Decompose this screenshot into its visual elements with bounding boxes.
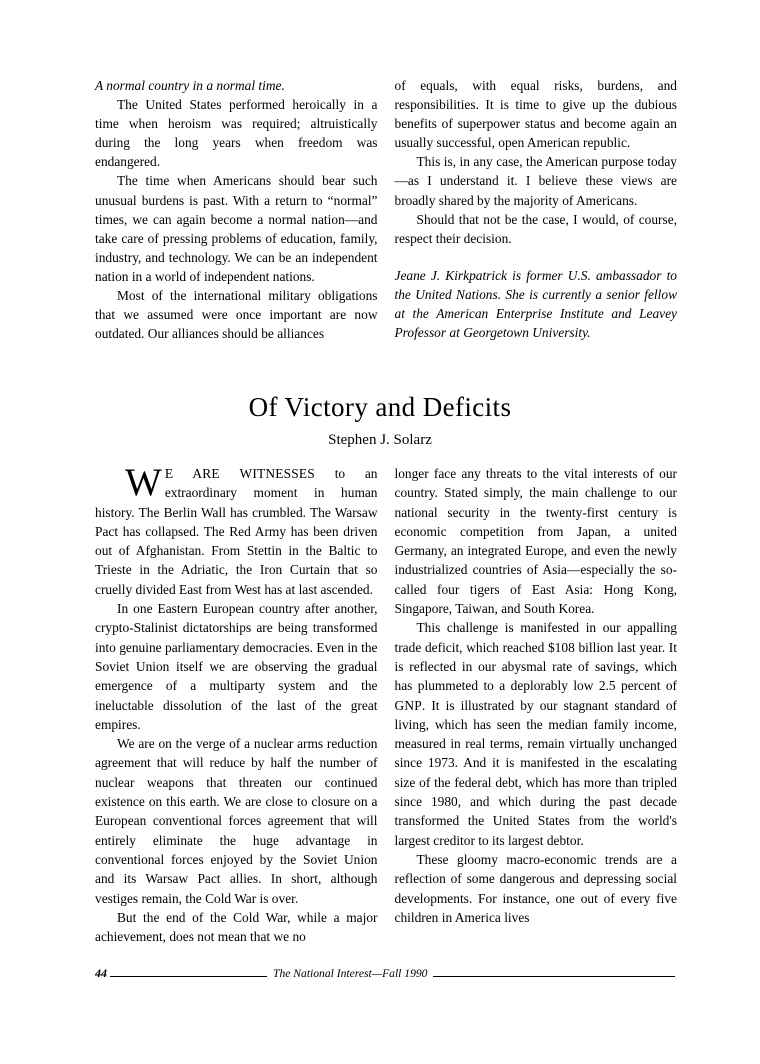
paragraph xyxy=(395,618,678,850)
top-article-columns xyxy=(95,76,677,343)
paragraph: Most of the international military obligations that we assumed were once important are now outdated. Our alliances should be alliances xyxy=(95,288,378,342)
italic-lead-line: A normal country in a normal time. xyxy=(95,78,285,93)
author-bio: Jeane J. Kirkpatrick is former U.S. ambassador to the United Nations. She is currently a senior fellow at the American Enterprise Institute and Leavey Professor at Georgetown University. xyxy=(394,267,677,341)
paragraph: In one Eastern European country after another, crypto-Stalinist dictatorships are being transformed into genuine parliamentary democracies. Even in the Soviet Union itself we are observing the gradual emergence of a multiparty system and the ineluctable dissolution of the last of the great empires. xyxy=(95,601,378,732)
paragraph: But the end of the Cold War, while a major achievement, does not mean that we no xyxy=(95,909,378,945)
drop-cap-letter: W xyxy=(125,461,162,504)
opening-small-caps: E ARE WITNESSES xyxy=(164,466,315,481)
page-footer xyxy=(95,966,677,981)
paragraph: The time when Americans should bear such unusual burdens is past. With a return to “normal” times, we can again become a normal nation—and take care of pressing problems of education, family, industry, and technology. We can be an independent nation in a world of independent nations. xyxy=(95,173,378,284)
top-article-right-column xyxy=(395,76,678,343)
paragraph: We are on the verge of a nuclear arms reduction agreement that will reduce by half the number of nuclear weapons that threaten our continued existence on this earth. We are close to closure on a European conventional forces agreement that will entirely eliminate the huge advantage in conventional forces enjoyed by the Soviet Union and its Warsaw Pact allies. In short, although vestiges remain, the Cold War is over. xyxy=(95,736,378,906)
paragraph: Should that not be the case, I would, of course, respect their decision. xyxy=(394,211,677,246)
paragraph: This is, in any case, the American purpose today—as I understand it. I believe these views are broadly shared by the majority of Americans. xyxy=(394,154,677,208)
article-right-column xyxy=(395,464,678,946)
paragraph: of equals, with equal risks, burdens, and responsibilities. It is time to give up the dubious benefits of superpower status and become again an usually successful, open American republic. xyxy=(394,78,677,151)
top-article-left-column xyxy=(95,76,378,343)
article-byline: Stephen J. Solarz xyxy=(328,432,432,448)
paragraph: longer face any threats to the vital interests of our country. Stated simply, the main challenge to our national security in the twenty-first century is economic competition from Japan, a united Germany, an integrated Europe, and even the newly industrialized countries of Asia—especially the so-called four tigers of East Asia: Hong Kong, Singapore, Taiwan, and South Korea. xyxy=(394,466,677,617)
footer-rule-right xyxy=(433,976,675,977)
paragraph: These gloomy macro-economic trends are a reflection of some dangerous and depressing social developments. For instance, one out of every five children in America lives xyxy=(394,851,677,925)
paragraph-text-before-acronym: This challenge is manifested in our appalling trade deficit, which reached $108 billion last year. It is reflected in our abysmal rate of savings, which has plummeted to a deplorably low 2.5 percent of xyxy=(394,620,677,694)
opening-paragraph xyxy=(95,461,378,599)
page-number: 44 xyxy=(95,966,107,980)
page-title: Of Victory and Deficits xyxy=(248,392,512,422)
paragraph-text-after-acronym: . It is illustrated by our stagnant standard of living, which has seen the median family income, measured in real terms, remain virtually unchanged since 1973. And it is manifested in the escalating size of the federal debt, which has more than tripled since 1980, and which during the past decade transformed the United States from the world's largest creditor to its largest debtor. xyxy=(394,697,677,848)
article-left-column xyxy=(95,461,378,946)
acronym-small-caps: GNP xyxy=(394,697,422,713)
opening-body-text: to an extraordinary moment in human history. The Berlin Wall has crumbled. The Warsaw Pact has collapsed. The Red Army has been driven out of Afghanistan. From Stettin in the Baltic to Trieste in the Adriatic, the Iron Curtain that so cruelly divided East from West has at last ascended. xyxy=(95,466,378,597)
footer-rule-left xyxy=(110,976,267,977)
paragraph: The United States performed heroically in a time when heroism was required; altruistically during the long years when freedom was endangered. xyxy=(95,97,378,170)
article-body-columns xyxy=(95,461,677,946)
journal-title: The National Interest—Fall 1990 xyxy=(273,967,428,980)
